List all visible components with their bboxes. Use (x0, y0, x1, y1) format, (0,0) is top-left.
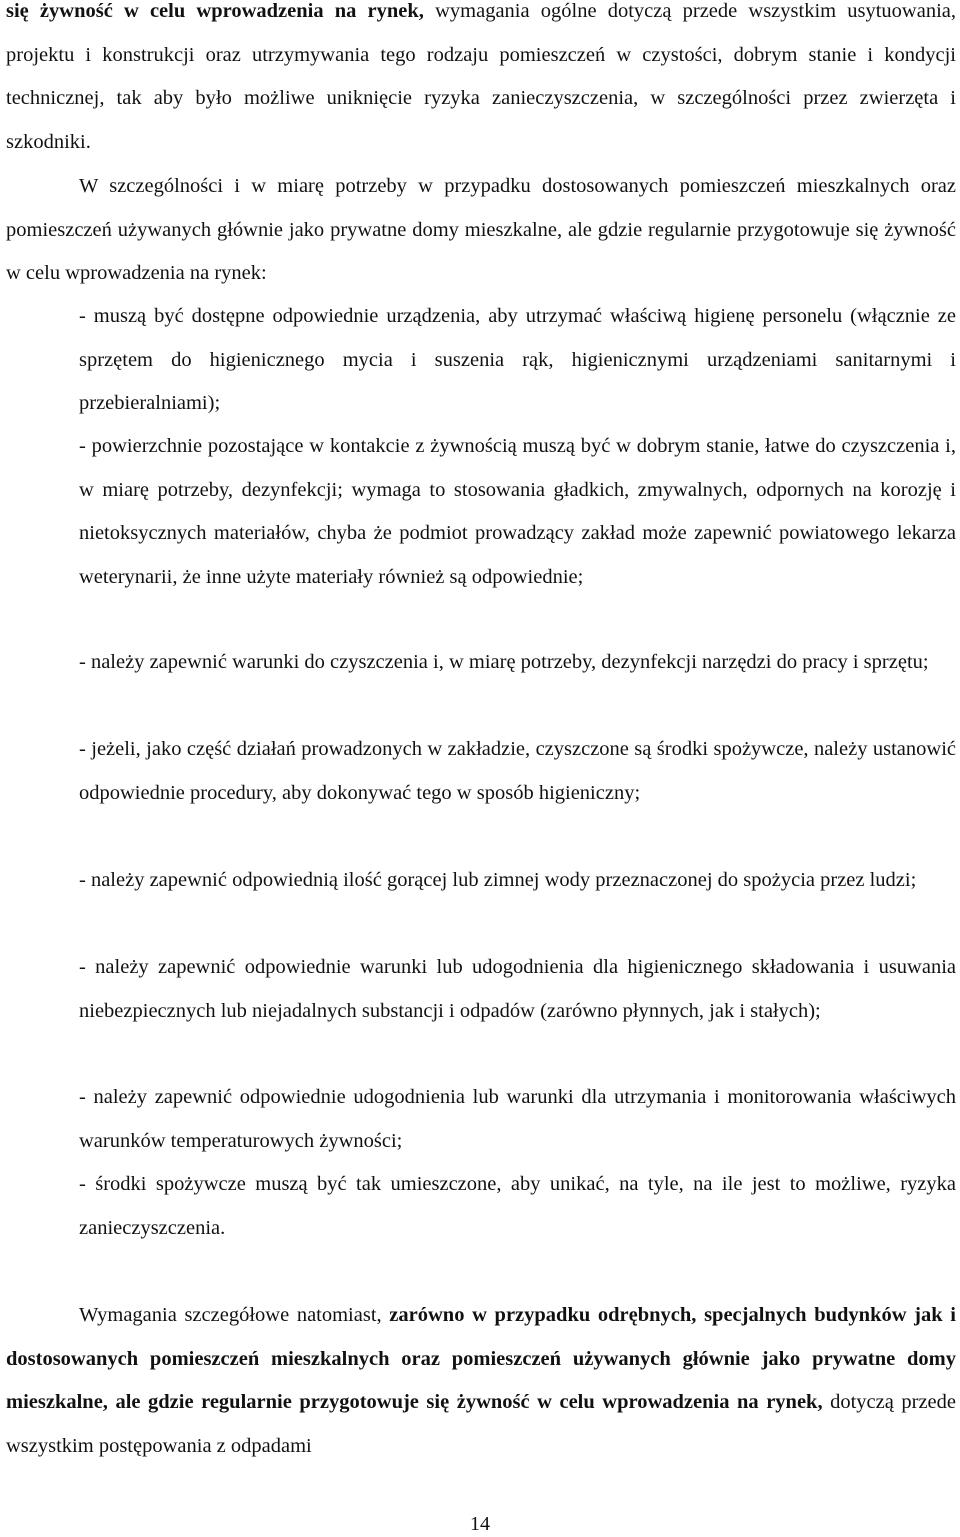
list-item: - należy zapewnić odpowiednie udogodnienia lub warunki dla utrzymania i monitorowania właściwych warunków temperaturowych żywności; (79, 1086, 956, 1152)
list-item: - należy zapewnić warunki do czyszczenia i, w miarę potrzeby, dezynfekcji narzędzi do pracy i sprzętu; (79, 651, 929, 673)
paragraph-intro (6, 0, 956, 164)
paragraph-intro-bold: się żywność w celu wprowadzenia na rynek, (6, 0, 424, 22)
paragraph-conditions: W szczególności i w miarę potrzeby w przypadku dostosowanych pomieszczeń mieszkalnych oraz pomieszczeń używanych głównie jako prywatne domy mieszkalne, ale gdzie regularnie przygotowuje się żywność w celu wprowadzenia na rynek: (6, 175, 956, 284)
list-item: - powierzchnie pozostające w kontakcie z żywnością muszą być w dobrym stanie, łatwe do czyszczenia i, w miarę potrzeby, dezynfekcji; wymaga to stosowania gładkich, zmywalnych, odpornych na korozję i nietoksycznych materiałów, chyba że podmiot prowadzący zakład może zapewnić powiatowego lekarza weterynarii, że inne użyte materiały również są odpowiednie; (79, 435, 956, 588)
paragraph-specific-requirements (6, 1294, 956, 1468)
list-item: - należy zapewnić odpowiednią ilość gorącej lub zimnej wody przeznaczonej do spożycia przez ludzi; (79, 869, 917, 891)
list-item: - środki spożywcze muszą być tak umieszczone, aby unikać, na tyle, na ile jest to możliwe, ryzyka zanieczyszczenia. (79, 1173, 956, 1239)
list-item: - należy zapewnić odpowiednie warunki lub udogodnienia dla higienicznego składowania i usuwania niebezpiecznych lub niejadalnych substancji i odpadów (zarówno płynnych, jak i stałych); (79, 956, 956, 1022)
final-bold: zarówno w przypadku odrębnych, specjalnych budynków jak i dostosowanych pomieszczeń mieszkalnych oraz pomieszczeń używanych głównie jako prywatne domy mieszkalne, ale gdzie regularnie przygotowuje się żywność w celu wprowadzenia na rynek, (6, 1304, 956, 1413)
list-item: - jeżeli, jako część działań prowadzonych w zakładzie, czyszczone są środki spożywcze, należy ustanowić odpowiednie procedury, aby dokonywać tego w sposób higieniczny; (79, 738, 956, 804)
page-number: 14 (470, 1513, 490, 1535)
final-text-a: Wymagania szczegółowe natomiast, (79, 1304, 390, 1326)
list-item: - muszą być dostępne odpowiednie urządzenia, aby utrzymać właściwą higienę personelu (włącznie ze sprzętem do higienicznego mycia i suszenia rąk, higienicznymi urządzeniami sanitarnymi i przebieralniami); (79, 305, 956, 414)
paragraph-intro-text: wymagania ogólne dotyczą przede wszystkim usytuowania, projektu i konstrukcji oraz utrzymywania tego rodzaju pomieszczeń w czystości, dobrym stanie i kondycji technicznej, tak aby było możliwe uniknięcie ryzyka zanieczyszczenia, w szczególności przez zwierzęta i szkodniki. (6, 0, 956, 153)
final-text-b: dotyczą przede wszystkim postępowania z odpadami (6, 1391, 957, 1457)
